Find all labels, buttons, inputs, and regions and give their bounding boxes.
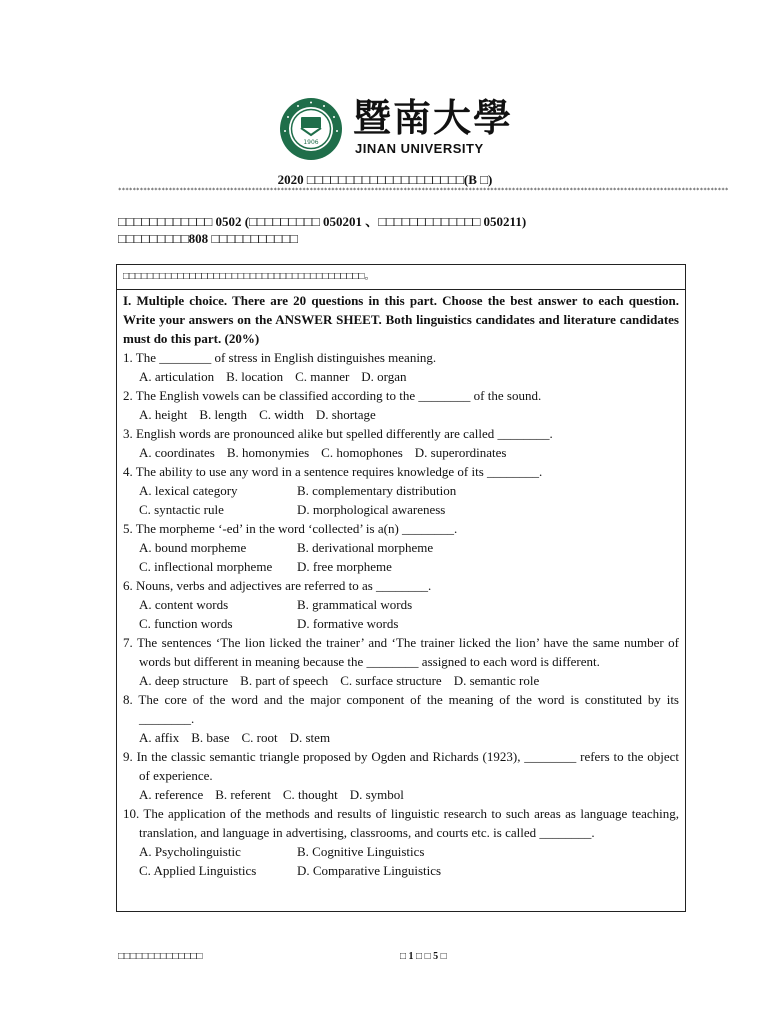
answer-option: C. inflectional morpheme xyxy=(139,559,273,574)
option-row xyxy=(123,595,679,614)
question: 7. The sentences ‘The lion licked the trainer’ and ‘The trainer licked the lion’ have the same number of words but different in meaning because the ________ assigned to each word is different. xyxy=(123,635,679,669)
answer-option: C. root xyxy=(241,730,278,745)
answer-option: A. deep structure xyxy=(139,673,229,688)
answer-option: A. bound morpheme xyxy=(139,540,247,555)
answer-option: A. content words xyxy=(139,597,229,612)
page-number: □ 1 □ □ 5 □ xyxy=(400,951,447,962)
option-row xyxy=(123,785,679,804)
option-row xyxy=(123,842,679,861)
separator-line: ************************************************************************************************************************************************************************* xyxy=(118,187,729,194)
answer-option: C. manner xyxy=(295,369,350,384)
question: 1. The ________ of stress in English distinguishes meaning. xyxy=(123,350,437,365)
option-row xyxy=(123,367,679,386)
option-row xyxy=(123,557,679,576)
option-row xyxy=(123,861,679,880)
answer-option: B. Cognitive Linguistics xyxy=(297,844,425,859)
answer-option: B. referent xyxy=(215,787,271,802)
question: 9. In the classic semantic triangle proposed by Ogden and Richards (1923), ________ refers to the object of experience. xyxy=(123,749,679,783)
answer-option: C. function words xyxy=(139,616,233,631)
question: 6. Nouns, verbs and adjectives are referred to as ________. xyxy=(123,578,432,593)
answer-option: D. shortage xyxy=(315,407,376,422)
option-row xyxy=(123,443,679,462)
answer-option: D. organ xyxy=(361,369,407,384)
question: 4. The ability to use any word in a sentence requires knowledge of its ________. xyxy=(123,464,543,479)
answer-option: C. surface structure xyxy=(340,673,442,688)
answer-option: B. derivational morpheme xyxy=(297,540,434,555)
answer-option: A. articulation xyxy=(139,369,215,384)
answer-option: A. coordinates xyxy=(139,445,215,460)
option-row xyxy=(123,671,679,690)
answer-option: B. homonymies xyxy=(226,445,310,460)
answer-option: B. part of speech xyxy=(240,673,329,688)
box-notice: □□□□□□□□□□□□□□□□□□□□□□□□□□□□□□□□□□□□□□□□。 xyxy=(117,265,685,290)
answer-option: C. homophones xyxy=(321,445,403,460)
answer-option: A. height xyxy=(139,407,188,422)
answer-option: D. Comparative Linguistics xyxy=(297,863,442,878)
answer-option: D. superordinates xyxy=(414,445,507,460)
answer-option: B. grammatical words xyxy=(297,597,413,612)
answer-option: B. location xyxy=(226,369,284,384)
answer-option: B. length xyxy=(199,407,248,422)
answer-option: C. syntactic rule xyxy=(139,502,224,517)
answer-option: A. reference xyxy=(139,787,204,802)
answer-option: A. affix xyxy=(139,730,180,745)
section-instructions: I. Multiple choice. There are 20 questions in this part. Choose the best answer to each question. Write your answers on the ANSWER SHEET. Both linguistics candidates and literature candidates must do this part. (20%) xyxy=(123,293,679,346)
option-row xyxy=(123,500,679,519)
question: 8. The core of the word and the major component of the meaning of the word is constituted by its ________. xyxy=(123,692,679,726)
answer-option: A. lexical category xyxy=(139,483,238,498)
answer-option: D. formative words xyxy=(297,616,399,631)
answer-option: D. stem xyxy=(289,730,331,745)
answer-option: D. semantic role xyxy=(453,673,540,688)
header xyxy=(0,92,770,164)
answer-option: B. base xyxy=(191,730,230,745)
question-box xyxy=(116,264,686,912)
exam-title: 2020 □□□□□□□□□□□□□□□□□□□□(B □) xyxy=(277,172,493,187)
answer-option: C. Applied Linguistics xyxy=(139,863,257,878)
answer-option: C. width xyxy=(259,407,304,422)
university-seal-icon xyxy=(279,97,343,161)
answer-option: D. morphological awareness xyxy=(297,502,446,517)
answer-option: C. thought xyxy=(282,787,338,802)
answer-option: D. free morpheme xyxy=(297,559,392,574)
seal-year: 1906 xyxy=(303,139,319,146)
question: 2. The English vowels can be classified according to the ________ of the sound. xyxy=(123,388,542,403)
footer-subject: □□□□□□□□□□□□□□ xyxy=(118,951,203,962)
option-row xyxy=(123,614,679,633)
university-logo-chinese: 暨南大學 xyxy=(353,95,514,140)
answer-option: B. complementary distribution xyxy=(297,483,457,498)
exam-code-line: □□□□□□□□□808 □□□□□□□□□□□ xyxy=(118,231,298,246)
question-list xyxy=(123,348,679,880)
question: 5. The morpheme ‘-ed’ in the word ‘collected’ is a(n) ________. xyxy=(123,521,458,536)
question: 10. The application of the methods and results of linguistic research to such areas as language teaching, translation, and language in advertising, classrooms, and courts etc. is called ________. xyxy=(123,806,679,840)
option-row xyxy=(123,405,679,424)
answer-option: D. symbol xyxy=(349,787,404,802)
university-logo-english: JINAN UNIVERSITY xyxy=(355,141,484,156)
option-row xyxy=(123,481,679,500)
question-content xyxy=(117,290,685,880)
answer-option: A. Psycholinguistic xyxy=(139,844,241,859)
question: 3. English words are pronounced alike but spelled differently are called ________. xyxy=(123,426,553,441)
option-row xyxy=(123,538,679,557)
option-row xyxy=(123,728,679,747)
subject-line: □□□□□□□□□□□□ 0502 (□□□□□□□□□ 050201 、□□□□□□□□□□□□□ 050211) xyxy=(118,214,527,229)
